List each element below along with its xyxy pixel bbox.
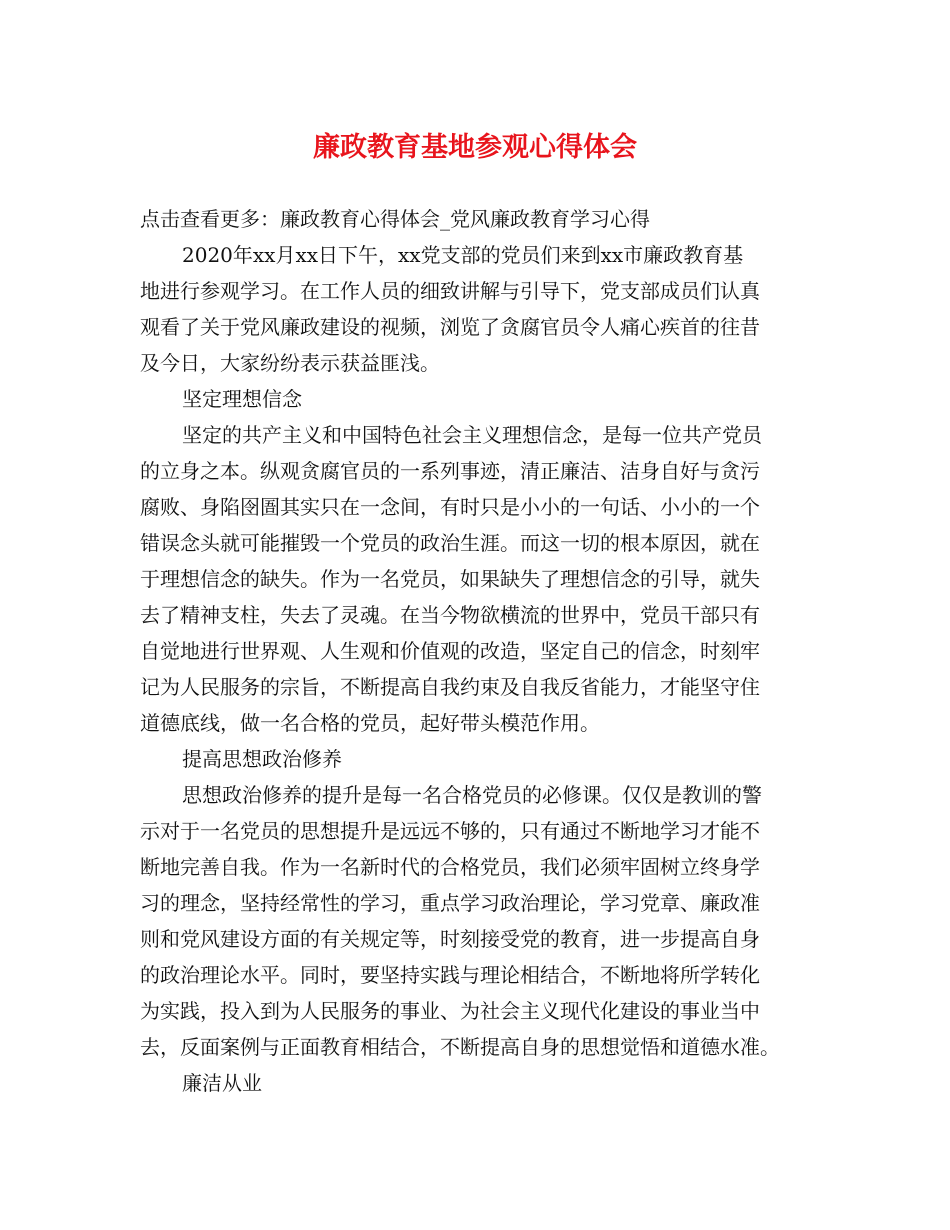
text-line: 观看了关于党风廉政建设的视频，浏览了贪腐官员令人痛心疾首的往昔: [140, 315, 760, 339]
text-line: 去了精神支柱，失去了灵魂。在当今物欲横流的世界中，党员干部只有: [140, 603, 760, 627]
text-line: 示对于一名党员的思想提升是远远不够的，只有通过不断地学习才能不: [140, 819, 760, 843]
text-line: 去，反面案例与正面教育相结合，不断提高自身的思想觉悟和道德水准。: [140, 1035, 780, 1059]
text-line: 为实践，投入到为人民服务的事业、为社会主义现代化建设的事业当中: [140, 999, 760, 1023]
text-line: 及今日，大家纷纷表示获益匪浅。: [140, 351, 440, 375]
text-line: 于理想信念的缺失。作为一名党员，如果缺失了理想信念的引导，就失: [140, 567, 760, 591]
document-body: [140, 201, 820, 1101]
text-line: 习的理念，坚持经常性的学习，重点学习政治理论，学习党章、廉政准: [140, 891, 760, 915]
text-line: 错误念头就可能摧毁一个党员的政治生涯。而这一切的根本原因，就在: [140, 531, 760, 555]
text-line: 提高思想政治修养: [182, 747, 342, 771]
text-line: 的政治理论水平。同时，要坚持实践与理论相结合，不断地将所学转化: [140, 963, 760, 987]
text-line: 地进行参观学习。在工作人员的细致讲解与引导下，党支部成员们认真: [140, 279, 760, 303]
text-line: 坚定理想信念: [182, 387, 302, 411]
text-line: 断地完善自我。作为一名新时代的合格党员，我们必须牢固树立终身学: [140, 855, 760, 879]
text-line: 廉洁从业: [182, 1071, 262, 1095]
text-line: 记为人民服务的宗旨，不断提高自我约束及自我反省能力，才能坚守住: [140, 675, 760, 699]
text-line: 点击查看更多：廉政教育心得体会_党风廉政教育学习心得: [140, 207, 650, 231]
text-line: 道德底线，做一名合格的党员，起好带头模范作用。: [140, 711, 600, 735]
text-line: 则和党风建设方面的有关规定等，时刻接受党的教育，进一步提高自身: [140, 927, 760, 951]
text-line: 的立身之本。纵观贪腐官员的一系列事迹，清正廉洁、洁身自好与贪污: [140, 459, 760, 483]
text-line: 自觉地进行世界观、人生观和价值观的改造，坚定自己的信念，时刻牢: [140, 639, 760, 663]
document-title: 廉政教育基地参观心得体会: [313, 132, 637, 163]
text-line: 2020年xx月xx日下午，xx党支部的党员们来到xx市廉政教育基: [182, 243, 744, 267]
text-line: 腐败、身陷囹圄其实只在一念间，有时只是小小的一句话、小小的一个: [140, 495, 760, 519]
text-line: 思想政治修养的提升是每一名合格党员的必修课。仅仅是教训的警: [182, 783, 762, 807]
text-line: 坚定的共产主义和中国特色社会主义理想信念，是每一位共产党员: [182, 423, 762, 447]
